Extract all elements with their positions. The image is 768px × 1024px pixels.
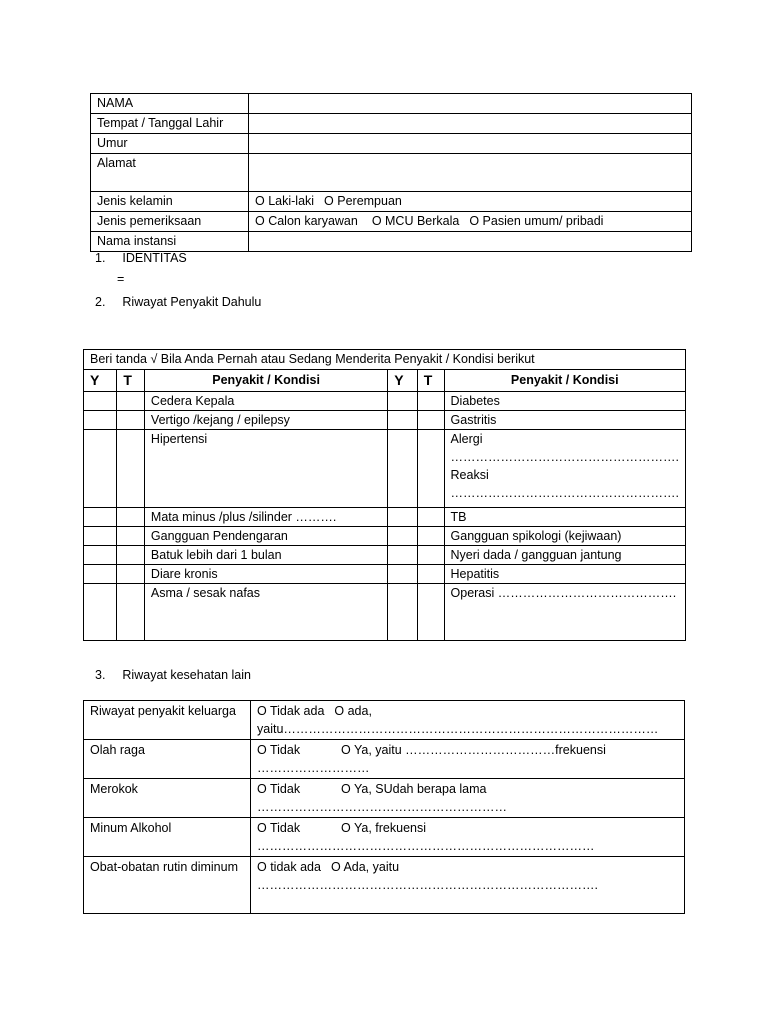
check-y[interactable]	[84, 565, 117, 584]
gender-option-male[interactable]: O Laki-laki	[255, 194, 315, 208]
col-t-right: T	[417, 370, 444, 392]
check-t[interactable]	[117, 565, 145, 584]
col-y-right: Y	[388, 370, 418, 392]
other-health-table	[83, 700, 685, 914]
family-history-options	[251, 701, 685, 740]
check-t[interactable]	[117, 411, 145, 430]
smoke-option-no[interactable]: O Tidak	[257, 782, 301, 796]
section1-number: 1.	[95, 251, 106, 265]
check-y[interactable]	[388, 430, 418, 508]
table-row	[84, 546, 686, 565]
birth-field[interactable]	[249, 114, 692, 134]
condition-left: Mata minus /plus /silinder ……….	[144, 508, 387, 527]
birth-label: Tempat / Tanggal Lahir	[91, 114, 249, 134]
section2-title: Riwayat Penyakit Dahulu	[122, 295, 262, 309]
check-y[interactable]	[84, 584, 117, 641]
allergy-label: Alergi	[450, 432, 483, 446]
check-t[interactable]	[117, 546, 145, 565]
check-y[interactable]	[388, 392, 418, 411]
table-row	[84, 779, 685, 818]
table-row	[84, 527, 686, 546]
address-field[interactable]	[249, 154, 692, 192]
check-t[interactable]	[417, 527, 444, 546]
check-y[interactable]	[84, 546, 117, 565]
check-t[interactable]	[117, 430, 145, 508]
smoke-options	[251, 779, 685, 818]
check-y[interactable]	[84, 527, 117, 546]
section2-number: 2.	[95, 295, 106, 309]
condition-left: Hipertensi	[144, 430, 387, 508]
check-t[interactable]	[417, 430, 444, 508]
check-y[interactable]	[388, 411, 418, 430]
check-y[interactable]	[388, 527, 418, 546]
smoke-detail[interactable]: ……………………………………………………	[257, 800, 507, 814]
check-y[interactable]	[388, 565, 418, 584]
check-y[interactable]	[388, 584, 418, 641]
family-option-none[interactable]: O Tidak ada	[257, 704, 325, 718]
sport-options	[251, 740, 685, 779]
condition-right: Nyeri dada / gangguan jantung	[444, 546, 685, 565]
condition-right: Gastritis	[444, 411, 685, 430]
exam-option-general[interactable]: O Pasien umum/ pribadi	[469, 214, 604, 228]
reaction-label: Reaksi	[450, 468, 489, 482]
table-row	[84, 392, 686, 411]
section3-heading	[95, 668, 251, 682]
condition-right: Gangguan spikologi (kejiwaan)	[444, 527, 685, 546]
age-field[interactable]	[249, 134, 692, 154]
institution-label: Nama instansi	[91, 232, 249, 252]
table-row	[84, 701, 685, 740]
alcohol-options	[251, 818, 685, 857]
check-t[interactable]	[117, 527, 145, 546]
check-t[interactable]	[117, 392, 145, 411]
family-option-yes[interactable]: O ada,	[334, 704, 372, 718]
condition-left: Gangguan Pendengaran	[144, 527, 387, 546]
check-t[interactable]	[417, 546, 444, 565]
col-y-left: Y	[84, 370, 117, 392]
gender-option-female[interactable]: O Perempuan	[324, 194, 402, 208]
condition-right: Diabetes	[444, 392, 685, 411]
name-field[interactable]	[249, 94, 692, 114]
family-history-label: Riwayat penyakit keluarga	[84, 701, 251, 740]
table-row	[84, 508, 686, 527]
alcohol-detail[interactable]: ………………………………………………………………………	[257, 839, 595, 853]
institution-field[interactable]	[249, 232, 692, 252]
exam-option-candidate[interactable]: O Calon karyawan	[255, 214, 358, 228]
col-t-left: T	[117, 370, 145, 392]
check-y[interactable]	[388, 508, 418, 527]
condition-left: Cedera Kepala	[144, 392, 387, 411]
address-label: Alamat	[91, 154, 249, 192]
check-y[interactable]	[84, 411, 117, 430]
condition-right: Hepatitis	[444, 565, 685, 584]
col-condition-right: Penyakit / Kondisi	[444, 370, 685, 392]
smoke-label: Merokok	[84, 779, 251, 818]
meds-option-yes[interactable]: O Ada, yaitu	[330, 860, 400, 874]
alcohol-option-no[interactable]: O Tidak	[257, 821, 301, 835]
check-t[interactable]	[117, 508, 145, 527]
condition-left: Diare kronis	[144, 565, 387, 584]
sport-detail[interactable]: ………………………	[257, 761, 370, 775]
check-t[interactable]	[417, 392, 444, 411]
gender-label: Jenis kelamin	[91, 192, 249, 212]
table-row	[84, 411, 686, 430]
exam-type-label: Jenis pemeriksaan	[91, 212, 249, 232]
sport-option-yes[interactable]: O Ya, yaitu ………………………………frekuensi	[341, 743, 606, 757]
meds-label: Obat-obatan rutin diminum	[84, 857, 251, 914]
alcohol-option-yes[interactable]: O Ya, frekuensi	[341, 821, 426, 835]
alcohol-label: Minum Alkohol	[84, 818, 251, 857]
meds-option-none[interactable]: O tidak ada	[257, 860, 321, 874]
check-t[interactable]	[417, 565, 444, 584]
allergy-dots: ……………………………………………….	[450, 450, 679, 464]
section1-title: IDENTITAS	[122, 251, 187, 265]
check-t[interactable]	[417, 508, 444, 527]
check-t[interactable]	[417, 411, 444, 430]
reaction-dots: ……………………………………………….	[450, 486, 679, 500]
sport-option-no[interactable]: O Tidak	[257, 743, 301, 757]
instruction-text: Beri tanda √ Bila Anda Pernah atau Sedang Menderita Penyakit / Kondisi berikut	[84, 350, 686, 370]
table-row	[84, 565, 686, 584]
condition-right: TB	[444, 508, 685, 527]
exam-option-mcu[interactable]: O MCU Berkala	[371, 214, 460, 228]
condition-right: Operasi …………………………………….	[444, 584, 685, 641]
section2-heading	[95, 295, 261, 309]
family-detail[interactable]: yaitu………………………………………………………………………………	[257, 722, 659, 736]
table-row	[84, 740, 685, 779]
col-condition-left: Penyakit / Kondisi	[144, 370, 387, 392]
table-row	[84, 818, 685, 857]
check-y[interactable]	[388, 546, 418, 565]
name-label: NAMA	[91, 94, 249, 114]
condition-left: Asma / sesak nafas	[144, 584, 387, 641]
smoke-option-yes[interactable]: O Ya, SUdah berapa lama	[341, 782, 487, 796]
section3-title: Riwayat kesehatan lain	[122, 668, 251, 682]
section3-number: 3.	[95, 668, 106, 682]
check-t[interactable]	[417, 584, 444, 641]
section1-heading	[95, 251, 187, 265]
check-t[interactable]	[117, 584, 145, 641]
table-row	[84, 584, 686, 641]
condition-left: Vertigo /kejang / epilepsy	[144, 411, 387, 430]
disease-history-table	[83, 349, 686, 641]
check-y[interactable]	[84, 430, 117, 508]
check-y[interactable]	[84, 392, 117, 411]
section1-eq: =	[117, 272, 125, 286]
exam-type-options	[249, 212, 692, 232]
age-label: Umur	[91, 134, 249, 154]
condition-left: Batuk lebih dari 1 bulan	[144, 546, 387, 565]
sport-label: Olah raga	[84, 740, 251, 779]
identity-table	[90, 93, 692, 252]
table-row	[84, 430, 686, 508]
meds-options	[251, 857, 685, 914]
gender-options	[249, 192, 692, 212]
table-row	[84, 857, 685, 914]
meds-detail[interactable]: ……………………………………………………………………….	[257, 878, 598, 892]
check-y[interactable]	[84, 508, 117, 527]
condition-right-allergy	[444, 430, 685, 508]
